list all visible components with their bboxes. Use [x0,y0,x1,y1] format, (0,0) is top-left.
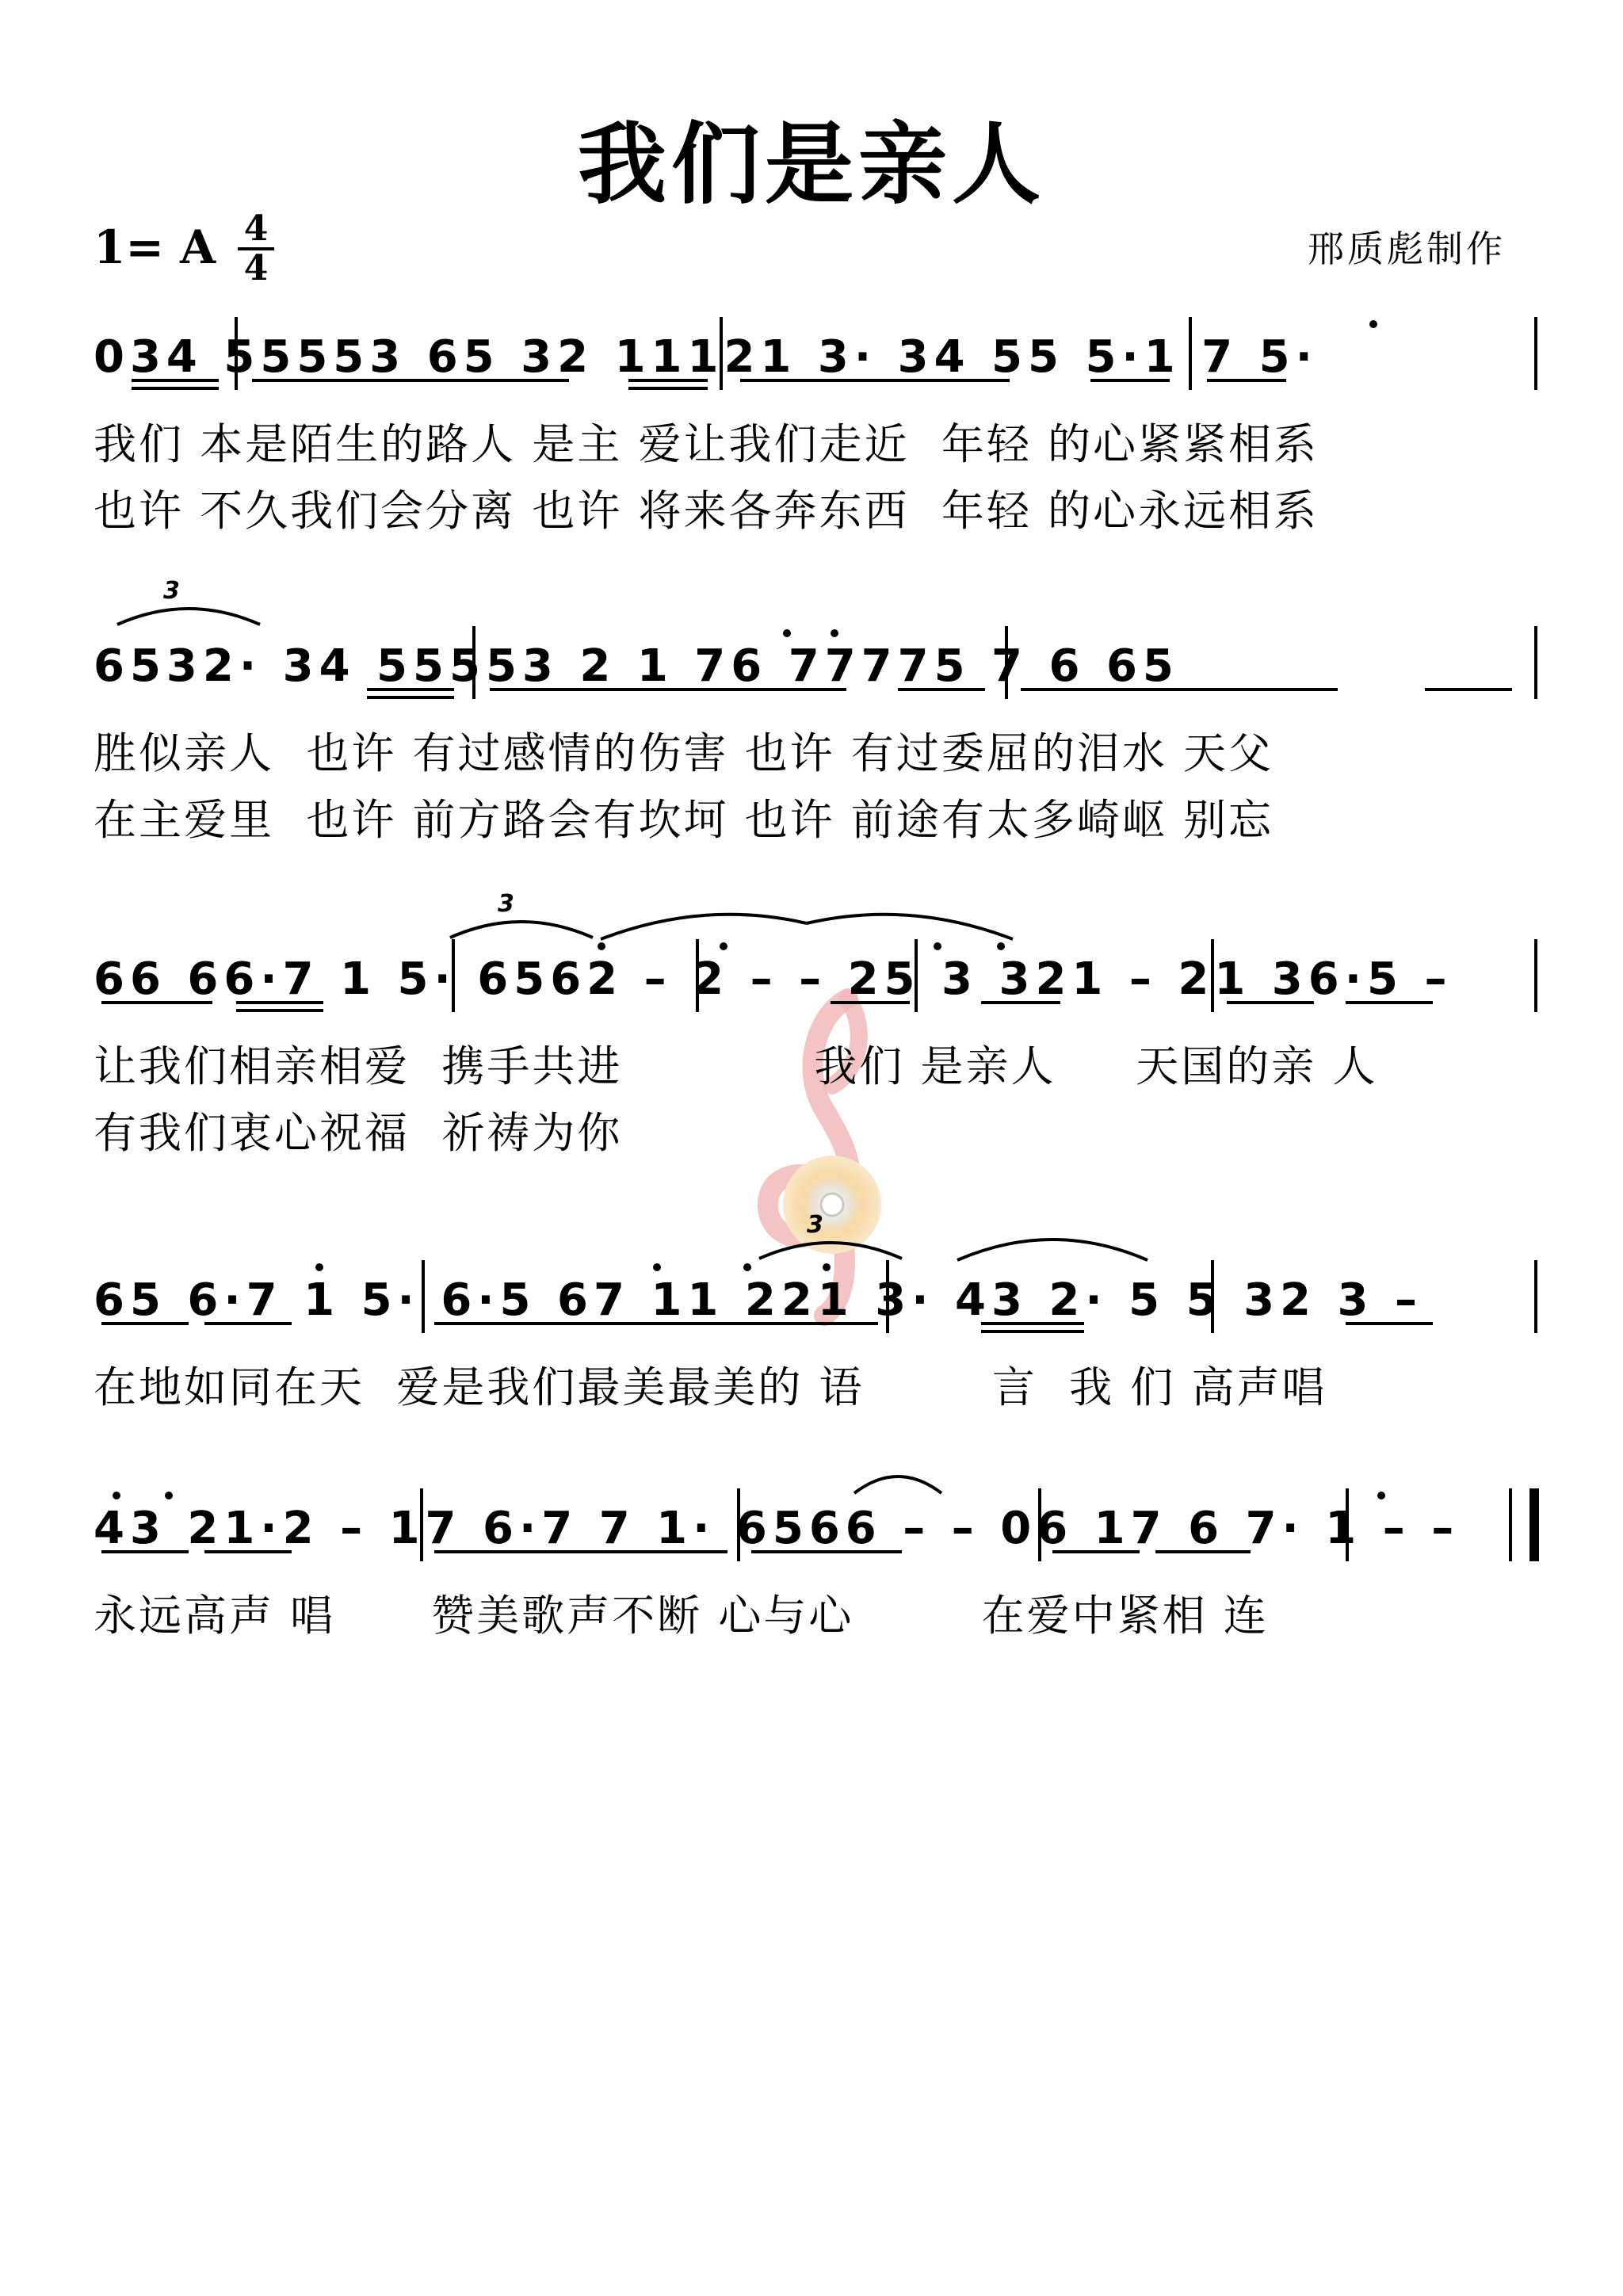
barline [1005,626,1008,699]
lyric-verse-2: 也许 不久我们会分离 也许 将来各奔东西 年轻 的心永远相系 [94,486,1319,536]
lyric-verse-1: 永远高声 唱 赞美歌声不断 心与心 在爱中紧相 连 [94,1591,1269,1641]
beam [751,1550,902,1553]
lyric-verse-1: 让我们相亲相爱 携手共进 我们 是亲人 天国的亲 人 [94,1041,1378,1091]
beam [1346,1001,1433,1004]
key-signature: 1= A [94,220,216,274]
barline [696,939,699,1012]
meter-bottom: 4 [243,248,269,288]
barline [420,1488,423,1561]
octave-dot [743,1263,751,1271]
notes-line: 66 66·7 1 5· 6562 – 2 – – 25 3 321 – 21 36·5 – [94,953,1453,1005]
beam [1021,688,1338,691]
meter-top: 4 [243,208,269,249]
beam [204,1550,292,1553]
octave-dot [598,942,605,950]
barline [1211,939,1214,1012]
beam [1052,1550,1140,1553]
final-barline [1509,1488,1539,1561]
octave-dot [315,1263,323,1271]
beam [434,1322,878,1325]
lyric-verse-2: 在主爱里 也许 前方路会有坎坷 也许 前途有太多崎岖 别忘 [94,795,1274,845]
octave-dot [997,942,1005,950]
beam [1090,379,1170,382]
beam [981,1322,1084,1325]
beam [236,1009,323,1012]
beam [981,1001,1060,1004]
barline [737,1488,740,1561]
barline [1534,626,1537,699]
beam [1346,1322,1433,1325]
barline [1211,1260,1214,1333]
barline [886,1260,889,1333]
beam [898,688,985,691]
beam [367,688,454,691]
lyric-verse-1: 在地如同在天 爱是我们最美最美的 语 言 我 们 高声唱 [94,1362,1327,1412]
lyric-verse-1: 胜似亲人 也许 有过感情的伤害 也许 有过委屈的泪水 天父 [94,728,1274,778]
beam [740,379,1010,382]
beam [490,688,846,691]
beam [434,1550,727,1553]
barline [422,1260,425,1333]
barline [720,317,723,390]
triplet-number: 3 [498,890,514,918]
beam [367,696,454,699]
beam [1155,1550,1251,1553]
octave-dot [653,1263,661,1271]
beam [101,1550,189,1553]
beam [1425,688,1512,691]
barline [452,939,455,1012]
triplet-number: 3 [163,577,180,605]
beam [981,1330,1084,1333]
barline [235,317,238,390]
credit-text: 邢质彪制作 [1308,227,1506,270]
octave-dot [113,1492,120,1499]
beam [628,387,708,390]
beam [628,379,708,382]
song-title: 我们是亲人 [578,113,1045,216]
octave-dot [720,942,727,950]
beam [252,379,569,382]
barline [1346,1488,1349,1561]
notes-line: 65 6·7 1 5· 6·5 67 11 221 3· 43 2· 5 5 32 3 – [94,1274,1423,1326]
beam [831,1001,910,1004]
octave-dot [165,1492,173,1499]
octave-dot [1369,320,1377,328]
octave-dot [831,629,838,637]
barline [472,626,475,699]
octave-dot [823,1263,831,1271]
barline [1534,1260,1537,1333]
beam [101,1322,189,1325]
barline [1534,939,1537,1012]
octave-dot [1377,1492,1385,1499]
octave-dot [934,942,941,950]
beam [1227,1001,1314,1004]
barline [1038,1488,1041,1561]
notes-line: 43 21·2 – 17 6·7 7 1· 6566 – – 06 17 6 7· 1 – – [94,1503,1460,1554]
triplet-number: 3 [807,1211,823,1239]
time-signature [238,208,274,288]
lyric-verse-2: 有我们衷心祝福 祈祷为你 [94,1108,623,1158]
barline [1534,317,1537,390]
beam [236,1001,323,1004]
notes-line: 6532· 34 55553 2 1 76 77775 7 6 65 [94,640,1179,692]
beam [132,379,219,382]
barline [1189,317,1192,390]
octave-dot [783,629,791,637]
notes-line: 034 55553 65 32 11121 3· 34 55 5·1 7 5· [94,331,1318,383]
barline [915,939,918,1012]
beam [1207,379,1286,382]
beam [204,1322,292,1325]
beam [132,387,219,390]
lyric-verse-1: 我们 本是陌生的路人 是主 爱让我们走近 年轻 的心紧紧相系 [94,419,1319,469]
beam [101,1001,212,1004]
